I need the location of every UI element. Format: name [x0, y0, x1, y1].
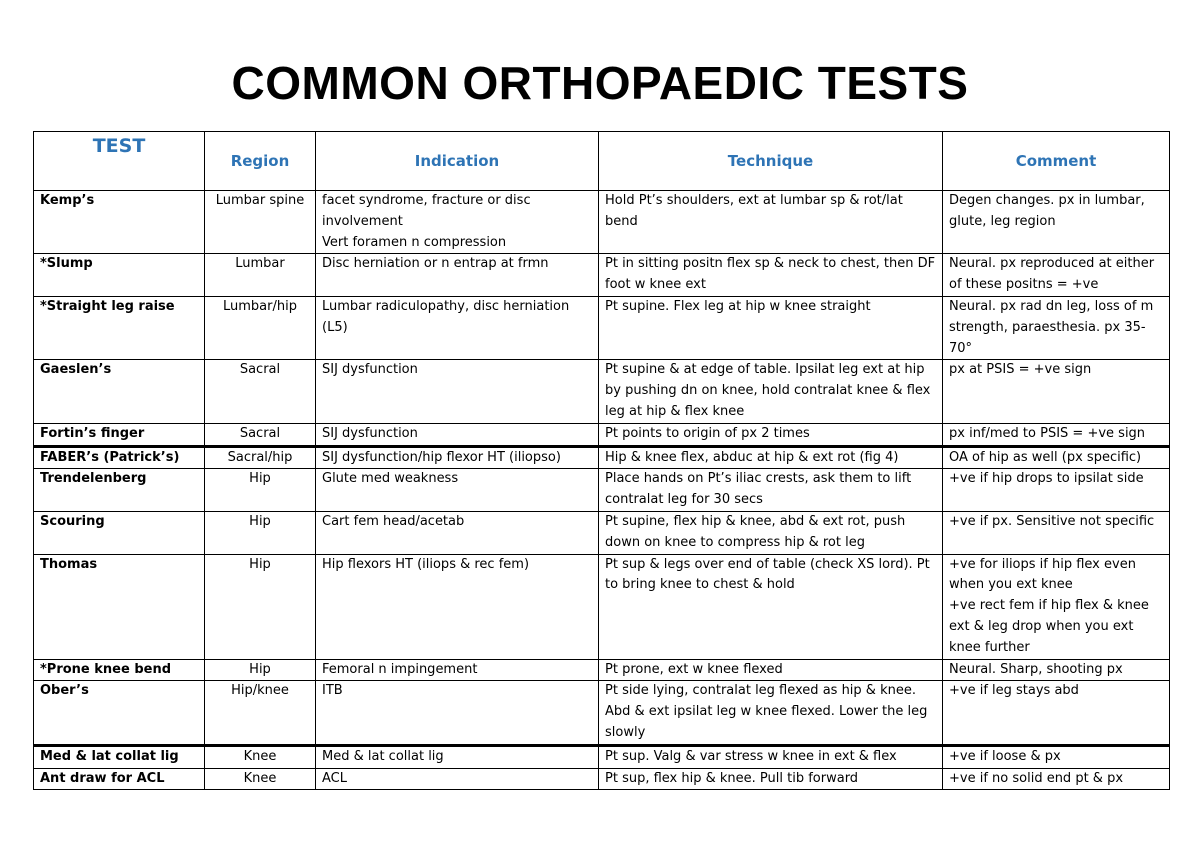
table-body — [34, 191, 1170, 790]
cell-comment: Degen changes. px in lumbar, glute, leg region — [943, 191, 1170, 254]
orthopaedic-tests-table — [33, 131, 1170, 790]
cell-test: Med & lat collat lig — [34, 745, 205, 768]
cell-region: Hip — [205, 469, 316, 512]
cell-technique: Pt sup & legs over end of table (check XS lord). Pt to bring knee to chest & hold — [599, 554, 943, 659]
cell-comment: +ve if hip drops to ipsilat side — [943, 469, 1170, 512]
cell-region: Knee — [205, 745, 316, 768]
cell-indication: Glute med weakness — [316, 469, 599, 512]
table-row — [34, 254, 1170, 297]
table-row — [34, 423, 1170, 446]
cell-technique: Pt sup, flex hip & knee. Pull tib forward — [599, 768, 943, 790]
table-row — [34, 659, 1170, 681]
cell-comment: Neural. Sharp, shooting px — [943, 659, 1170, 681]
table-row — [34, 554, 1170, 659]
cell-technique: Pt points to origin of px 2 times — [599, 423, 943, 446]
cell-technique: Pt sup. Valg & var stress w knee in ext & flex — [599, 745, 943, 768]
table-row — [34, 469, 1170, 512]
column-header-comment: Comment — [943, 132, 1170, 191]
table-row — [34, 296, 1170, 359]
cell-region: Lumbar/hip — [205, 296, 316, 359]
cell-test: Gaeslen’s — [34, 360, 205, 423]
cell-technique: Pt supine, flex hip & knee, abd & ext rot, push down on knee to compress hip & rot leg — [599, 511, 943, 554]
cell-indication: Cart fem head/acetab — [316, 511, 599, 554]
cell-comment: +ve if px. Sensitive not specific — [943, 511, 1170, 554]
cell-technique: Pt supine. Flex leg at hip w knee straight — [599, 296, 943, 359]
cell-region: Sacral — [205, 360, 316, 423]
cell-technique: Hip & knee flex, abduc at hip & ext rot (fig 4) — [599, 446, 943, 469]
cell-comment: +ve if no solid end pt & px — [943, 768, 1170, 790]
cell-technique: Pt in sitting positn flex sp & neck to chest, then DF foot w knee ext — [599, 254, 943, 297]
table-header-row — [34, 132, 1170, 191]
column-header-indication: Indication — [316, 132, 599, 191]
cell-indication: ACL — [316, 768, 599, 790]
cell-test: *Straight leg raise — [34, 296, 205, 359]
cell-indication: ITB — [316, 681, 599, 745]
table-row — [34, 681, 1170, 745]
cell-indication: Med & lat collat lig — [316, 745, 599, 768]
cell-test: Ant draw for ACL — [34, 768, 205, 790]
column-header-test: TEST — [34, 132, 205, 191]
cell-test: Scouring — [34, 511, 205, 554]
cell-comment: OA of hip as well (px specific) — [943, 446, 1170, 469]
cell-indication: Hip flexors HT (iliops & rec fem) — [316, 554, 599, 659]
cell-test: Thomas — [34, 554, 205, 659]
cell-comment: px at PSIS = +ve sign — [943, 360, 1170, 423]
table-row — [34, 768, 1170, 790]
cell-indication: SIJ dysfunction — [316, 423, 599, 446]
table-row — [34, 191, 1170, 254]
cell-region: Sacral — [205, 423, 316, 446]
cell-test: *Slump — [34, 254, 205, 297]
cell-indication: Lumbar radiculopathy, disc herniation (L5) — [316, 296, 599, 359]
cell-region: Hip — [205, 554, 316, 659]
cell-region: Lumbar — [205, 254, 316, 297]
column-header-region: Region — [205, 132, 316, 191]
cell-indication: SIJ dysfunction — [316, 360, 599, 423]
cell-test: Kemp’s — [34, 191, 205, 254]
page-title: COMMON ORTHOPAEDIC TESTS — [231, 57, 969, 109]
cell-comment: +ve if leg stays abd — [943, 681, 1170, 745]
cell-test: Ober’s — [34, 681, 205, 745]
cell-comment: +ve for iliops if hip flex even when you ext knee +ve rect fem if hip flex & knee ext & leg drop when you ext knee further — [943, 554, 1170, 659]
cell-indication: facet syndrome, fracture or disc involvement Vert foramen n compression — [316, 191, 599, 254]
cell-technique: Place hands on Pt’s iliac crests, ask them to lift contralat leg for 30 secs — [599, 469, 943, 512]
cell-comment: +ve if loose & px — [943, 745, 1170, 768]
cell-region: Lumbar spine — [205, 191, 316, 254]
column-header-technique: Technique — [599, 132, 943, 191]
cell-test: *Prone knee bend — [34, 659, 205, 681]
cell-technique: Pt prone, ext w knee flexed — [599, 659, 943, 681]
cell-region: Hip/knee — [205, 681, 316, 745]
cell-indication: SIJ dysfunction/hip flexor HT (iliopso) — [316, 446, 599, 469]
cell-region: Sacral/hip — [205, 446, 316, 469]
table-row — [34, 745, 1170, 768]
cell-region: Hip — [205, 511, 316, 554]
cell-region: Hip — [205, 659, 316, 681]
cell-comment: Neural. px reproduced at either of these positns = +ve — [943, 254, 1170, 297]
table-row — [34, 446, 1170, 469]
cell-technique: Pt supine & at edge of table. Ipsilat leg ext at hip by pushing dn on knee, hold contralat knee & flex leg at hip & flex knee — [599, 360, 943, 423]
cell-comment: Neural. px rad dn leg, loss of m strength, paraesthesia. px 35-70° — [943, 296, 1170, 359]
cell-indication: Disc herniation or n entrap at frmn — [316, 254, 599, 297]
cell-region: Knee — [205, 768, 316, 790]
cell-test: Trendelenberg — [34, 469, 205, 512]
cell-indication: Femoral n impingement — [316, 659, 599, 681]
cell-test: FABER’s (Patrick’s) — [34, 446, 205, 469]
table-row — [34, 511, 1170, 554]
table-row — [34, 360, 1170, 423]
cell-technique: Hold Pt’s shoulders, ext at lumbar sp & rot/lat bend — [599, 191, 943, 254]
cell-technique: Pt side lying, contralat leg flexed as hip & knee. Abd & ext ipsilat leg w knee flexed. Lower the leg slowly — [599, 681, 943, 745]
cell-comment: px inf/med to PSIS = +ve sign — [943, 423, 1170, 446]
cell-test: Fortin’s finger — [34, 423, 205, 446]
